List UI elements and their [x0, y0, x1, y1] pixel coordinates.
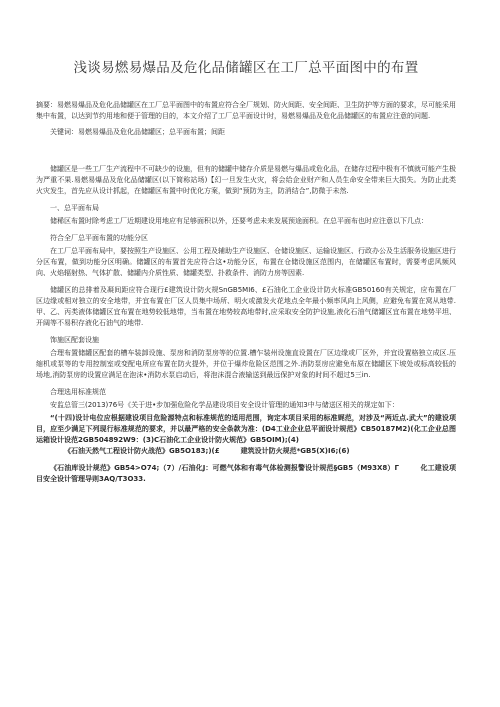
section-heading-zoning: 符合全厂总平面布置的功能分区: [50, 234, 148, 242]
intro-paragraph: 储罐区是一些工厂生产流程中不可缺少的设施，但有的储罐中储存介质是易燃与爆品或危化品，在储存过程中极有不慎就可能产生极为严重不果.易燃易爆品及危化品储罐区(以下简称站场)【幻一旦发生火灾，将会给企业财产和人员生命安全带来巨大损失。为防止此类火灾发生，首先应从设计抓起，在储罐区布置中时优化方案，做到“预防为主，防消结合”,防微于未然.: [36, 165, 456, 195]
standards-line-1-right: 建筑设计防火规范*GB5(X)I6;(6): [240, 447, 350, 455]
section-heading-standards: 合理选用标准规范: [50, 388, 106, 396]
spacing-paragraph: 储罐区的总排着及凝间距应符合现行£建筑设计防火规SnGB5MI6、£石油化工企业设计防火标准GB50160有关规定，应布置在厂区边缘或相对独立的安全地带，并宜布置在厂区人员集中场所、明火或激发火花地点全年最小频率风向上风侧，应避免布置在窝从地带.甲、乙、丙类液体储罐区宜布置在地势较低地带，当布置在地势较高地带时,应采取安全防护设施,液化石油气储罐区宜布置在地势平坦、开阔等不易积存液化石油气的地带.: [36, 286, 456, 327]
standards-intro-paragraph: 安监总管三(2013)76号《关于进•步加强危险化学品建设项目安全设计管理的通知3中与储送区相关的规定如下：: [50, 401, 399, 409]
standards-list-line-1: [36, 446, 456, 457]
document-title: 浅谈易燃易爆品及危化品储罐区在工厂总平面图中的布置: [73, 60, 419, 76]
standards-list-paragraph: “(十四)设计电位应根据建设项目危险源特点和标准规范的适用范围，询定本项目采用的标准娓范，对涉及“两近点.武大”的建设项目，应至少满足下列现行标准规范的要求，并以最严格的安全条款为准：(D4工业企业总平面设计规范》CB50187M2)(化工企业总图运箱设计设范2GB504892W9：(3)C石油化工企业设计防火规范》GB5OIM);(4): [36, 414, 456, 444]
standards-line-1-left: 《石油天然气工程设计防火战范》GB5O183;)(£: [64, 447, 220, 455]
zoning-paragraph: 在工厂总平面布局中，要按照生产设施区、公用工程及辅助生产设施区、仓储设施区、运输设施区、行政办公及生活服务设施区进行分区布置，做到功能分区明确。储罐区的布置首先应符合这•功能分区，布置在仓储设施区范围内，在储罐区布置时，需要考虑风频风向、火焰辐射热、气体扩散、储罐内介质性质、储罐类型、扑救条件、消防力房等因素.: [36, 247, 456, 277]
keywords-line: 关键词：易燃易爆品及危化品储罐区；总平面布置；间距: [50, 128, 225, 136]
section-heading-layout: 一、总平面布局: [50, 204, 99, 212]
layout-paragraph: 储稀区布置时除考虑工厂近期建设用地应有足够面积以外，还要考虑未来发展预途面积。在总平面布也时应注意以下几点：: [50, 217, 428, 225]
section-heading-facilities: 饰施区配套设施: [50, 336, 99, 344]
standards-list-line-2: 《石油库设计规范》GB54>O74;（7）/石油化J：可燃气体和有毒气体检测报警设计规范§GB5（M93X8）Γ 化工建设项目安全设计管理导则3AQ/T3O33.: [36, 464, 456, 483]
facilities-paragraph: 合理布置储罐区配套的槽车装卸设施、泵房和消防泵房等的位置.槽乍装州设施直设置在厂区边缘或厂区外，并宜设置格独立成区.压缩机或泵等的专用控制室或变配电所应布置在防火提外，并位于爆炸危险区范围之外.消防泵房应避免布原在储罐区下坡处或标高较低的场地,消防泵房的设置应满足在泡沫•消防水泵启动后，将泡沫混合液输送到最远保护对象的时间不超过5三in.: [36, 349, 456, 379]
abstract-paragraph: 摘要：易燃易爆品及危化品储罐区在工厂总平面图中的布置应符合全厂规划、防火间距、安全间距、卫生防护等方面的要求，尽可能采用集中布置，以达到节约用地和便于管理的目的，本文介绍了工厂总平面设计时，易燃易爆品及危化品储罐区的布置应注意的问题.: [36, 101, 456, 120]
